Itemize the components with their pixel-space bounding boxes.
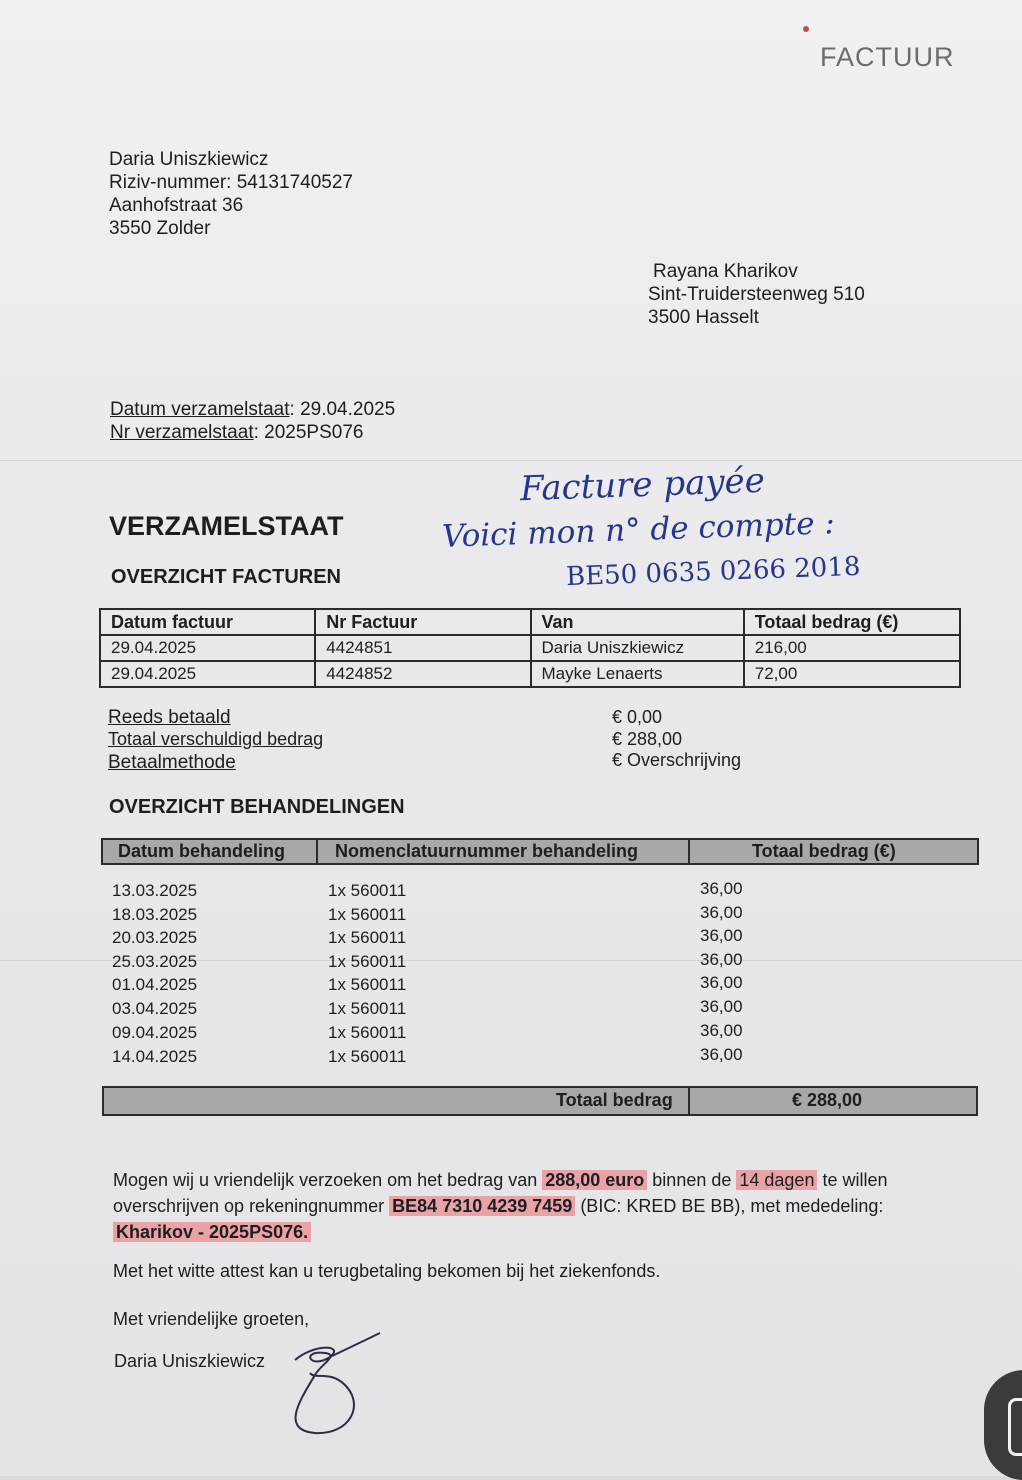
table-cell: 29.04.2025 xyxy=(100,661,315,687)
document-title: FACTUUR xyxy=(820,42,955,72)
recipient-street: Sint-Truidersteenweg 510 xyxy=(648,284,865,305)
table-cell: 20.03.2025 xyxy=(112,928,198,947)
owed-value: € 288,00 xyxy=(612,729,683,749)
meta-date-label: Datum verzamelstaat xyxy=(110,399,290,420)
table-cell: 09.04.2025 xyxy=(112,1023,198,1042)
col-header: Nomenclatuurnummer behandeling xyxy=(335,841,639,861)
text-fragment: (BIC: KRED BE BB), met mededeling: xyxy=(575,1196,884,1216)
table-cell: 36,00 xyxy=(700,903,743,922)
greeting: Met vriendelijke groeten, xyxy=(113,1309,310,1329)
table-cell: Daria Uniszkiewicz xyxy=(531,635,744,661)
col-header: Datum factuur xyxy=(100,609,315,635)
table-row xyxy=(100,661,960,687)
table-row xyxy=(100,635,960,661)
total-label: Totaal bedrag xyxy=(556,1090,673,1110)
table-cell: 72,00 xyxy=(744,661,960,687)
meta-block xyxy=(110,398,395,444)
table-cell: 36,00 xyxy=(700,1045,743,1064)
invoices-header-row xyxy=(100,609,960,635)
col-header: Nr Factuur xyxy=(315,609,530,635)
sender-block xyxy=(109,148,353,240)
paid-label: Reeds betaald xyxy=(108,707,231,728)
col-header: Datum behandeling xyxy=(118,841,286,861)
treatments-title: OVERZICHT BEHANDELINGEN xyxy=(109,796,405,818)
column-divider xyxy=(688,840,690,863)
meta-date-line xyxy=(110,398,395,421)
recipient-block xyxy=(648,260,865,329)
table-cell: 1x 560011 xyxy=(328,975,407,994)
table-cell: 18.03.2025 xyxy=(112,905,198,924)
table-cell: 1x 560011 xyxy=(328,952,407,971)
table-cell: 1x 560011 xyxy=(328,881,407,900)
table-cell: 25.03.2025 xyxy=(112,952,198,971)
table-cell: 1x 560011 xyxy=(328,928,407,947)
table-cell: 1x 560011 xyxy=(328,1023,407,1042)
column-divider xyxy=(316,840,318,863)
table-cell: 14.04.2025 xyxy=(112,1047,198,1066)
signer-name: Daria Uniszkiewicz xyxy=(114,1351,266,1371)
table-cell: 36,00 xyxy=(700,997,743,1016)
table-cell: 03.04.2025 xyxy=(112,999,198,1018)
recipient-city: 3500 Hasselt xyxy=(648,307,759,328)
amount-highlight: 288,00 euro xyxy=(542,1170,647,1190)
handwritten-note-line1: Facture payée xyxy=(519,460,766,510)
method-label: Betaalmethode xyxy=(108,752,236,773)
column-divider xyxy=(688,1088,690,1114)
col-header: Totaal bedrag (€) xyxy=(752,841,896,861)
sender-street: Aanhofstraat 36 xyxy=(109,195,244,216)
meta-nr-line xyxy=(110,421,395,444)
table-cell: 1x 560011 xyxy=(328,905,407,924)
summary-block xyxy=(108,706,808,776)
owed-label: Totaal verschuldigd bedrag xyxy=(108,729,324,749)
bracket-icon xyxy=(1008,1398,1022,1456)
meta-nr-value: : 2025PS076 xyxy=(253,422,364,443)
iban-highlight: BE84 7310 4239 7459 xyxy=(389,1196,575,1216)
reference-highlight: Kharikov - 2025PS076. xyxy=(113,1222,311,1242)
days-highlight: 14 dagen xyxy=(736,1170,817,1190)
sender-riziv: Riziv-nummer: 54131740527 xyxy=(109,172,353,193)
table-cell: 1x 560011 xyxy=(328,999,407,1018)
text-fragment: binnen de xyxy=(647,1170,737,1190)
logo-dot-icon xyxy=(803,26,809,32)
table-cell: Mayke Lenaerts xyxy=(531,661,744,687)
sender-city: 3550 Zolder xyxy=(109,218,211,239)
invoices-title: OVERZICHT FACTUREN xyxy=(111,566,341,588)
total-bar xyxy=(102,1086,978,1116)
table-cell: 4424851 xyxy=(315,635,530,661)
col-header: Totaal bedrag (€) xyxy=(744,609,960,635)
text-fragment: Mogen wij u vriendelijk verzoeken om het bedrag van xyxy=(113,1170,543,1190)
table-cell: 36,00 xyxy=(700,973,743,992)
text-fragment: te willen overschrijven op rekeningnummer xyxy=(113,1170,888,1216)
meta-nr-label: Nr verzamelstaat xyxy=(110,422,254,443)
table-cell: 36,00 xyxy=(700,926,743,945)
table-cell: 216,00 xyxy=(744,635,960,661)
col-header: Van xyxy=(531,609,744,635)
handwritten-note-line2: Voici mon n° de compte : xyxy=(441,505,836,555)
table-cell: 36,00 xyxy=(700,950,743,969)
method-value: € Overschrijving xyxy=(612,750,742,770)
paid-value: € 0,00 xyxy=(612,707,663,727)
treatments-header-row xyxy=(101,838,979,865)
table-cell: 36,00 xyxy=(700,1021,743,1040)
paper-fold xyxy=(0,460,1022,461)
main-heading: VERZAMELSTAAT xyxy=(109,511,344,541)
table-cell: 01.04.2025 xyxy=(112,975,198,994)
total-value: € 288,00 xyxy=(792,1090,863,1110)
table-cell: 1x 560011 xyxy=(328,1047,407,1066)
recipient-name: Rayana Kharikov xyxy=(653,261,798,282)
signature-image xyxy=(270,1325,400,1445)
invoices-table xyxy=(99,608,961,688)
table-cell: 36,00 xyxy=(700,879,743,898)
sender-name: Daria Uniszkiewicz xyxy=(109,149,269,170)
meta-date-value: : 29.04.2025 xyxy=(289,399,396,420)
table-cell: 4424852 xyxy=(315,661,530,687)
refund-note: Met het witte attest kan u terugbetaling bekomen bij het ziekenfonds. xyxy=(113,1261,661,1281)
payment-request xyxy=(113,1167,963,1245)
handwritten-iban: BE50 0635 0266 2018 xyxy=(565,551,861,593)
table-cell: 29.04.2025 xyxy=(100,635,315,661)
table-cell: 13.03.2025 xyxy=(112,881,198,900)
